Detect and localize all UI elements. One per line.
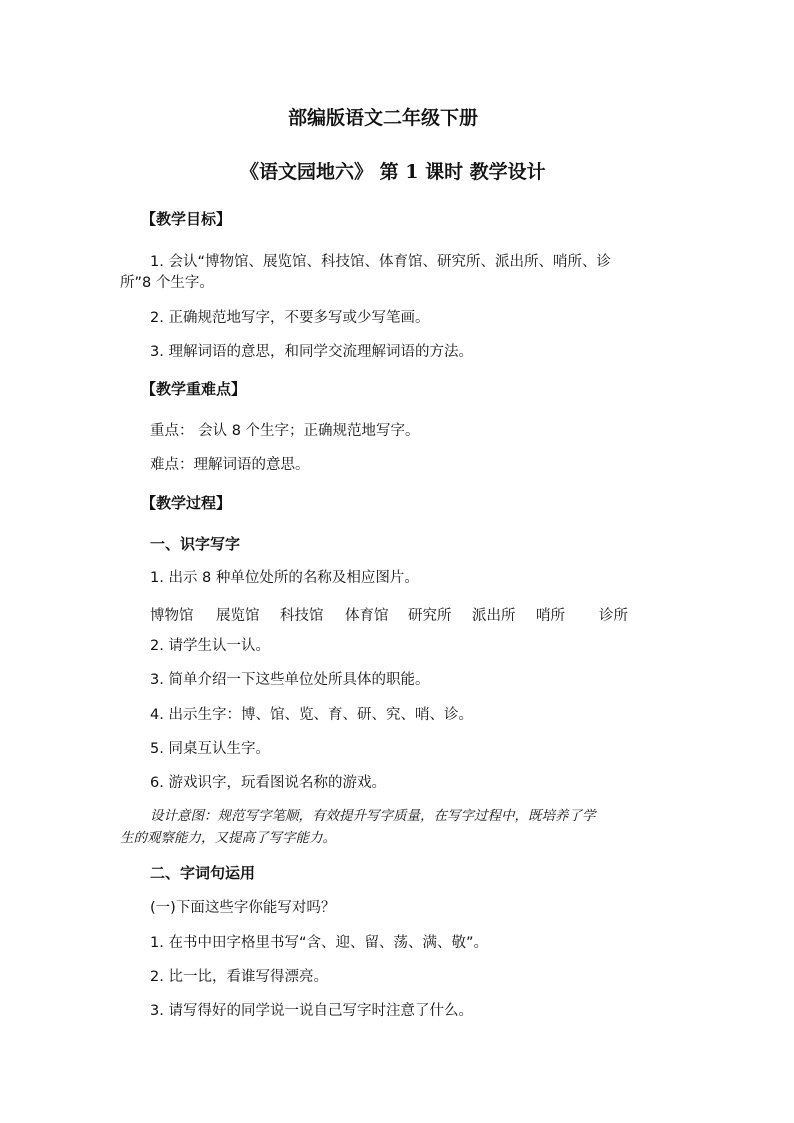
- design-note-line-1: 设计意图：规范写字笔顺，有效提升写字质量，在写字过程中，既培养了学: [150, 808, 596, 824]
- step-3: 3. 简单介绍一下这些单位处所具体的职能。: [150, 672, 430, 688]
- goal-2: 2. 正确规范地写字，不要多写或少写笔画。: [150, 310, 430, 326]
- place-name: 哨所: [536, 608, 565, 624]
- goals-heading: 【教学目标】: [141, 210, 232, 228]
- design-note-line-2: 生的观察能力，又提高了写字能力。: [120, 830, 336, 846]
- question-3: 3. 请写得好的同学说一说自己写字时注意了什么。: [150, 1003, 473, 1019]
- document-subtitle: 《语文园地六》 第 1 课时 教学设计: [240, 161, 546, 183]
- difficulty-point: 难点：理解词语的意思。: [150, 457, 310, 473]
- step-5: 5. 同桌互认生字。: [150, 741, 270, 757]
- key-point: 重点： 会认 8 个生字；正确规范地写字。: [150, 423, 420, 439]
- goal-3: 3. 理解词语的意思，和同学交流理解词语的方法。: [150, 344, 473, 360]
- key-points-heading: 【教学重难点】: [141, 380, 247, 398]
- part-1-heading: 一、识字写字: [150, 535, 241, 553]
- goal-1-line-1: 1. 会认“博物馆、展览馆、科技馆、体育馆、研究所、派出所、哨所、诊: [150, 254, 611, 270]
- step-2: 2. 请学生认一认。: [150, 638, 270, 654]
- place-name: 科技馆: [280, 608, 324, 624]
- place-name: 派出所: [472, 608, 516, 624]
- question-2: 2. 比一比，看谁写得漂亮。: [150, 969, 328, 985]
- place-name: 博物馆: [150, 608, 194, 624]
- place-name: 研究所: [408, 608, 452, 624]
- place-name: 诊所: [599, 608, 628, 624]
- part-2-heading: 二、字词句运用: [150, 864, 256, 882]
- goal-1-line-2: 所”8 个生字。: [120, 275, 214, 291]
- sub-section-1: (一)下面这些字你能写对吗？: [150, 900, 336, 916]
- step-6: 6. 游戏识字，玩看图说名称的游戏。: [150, 775, 386, 791]
- step-4: 4. 出示生字：博、馆、览、育、研、究、哨、诊。: [150, 707, 473, 723]
- step-1: 1. 出示 8 种单位处所的名称及相应图片。: [150, 570, 419, 586]
- question-1: 1. 在书中田字格里书写“含、迎、留、荡、满、敬”。: [150, 935, 488, 951]
- process-heading: 【教学过程】: [141, 494, 232, 512]
- place-name: 展览馆: [216, 608, 260, 624]
- document-title: 部编版语文二年级下册: [288, 107, 479, 129]
- place-name: 体育馆: [345, 608, 389, 624]
